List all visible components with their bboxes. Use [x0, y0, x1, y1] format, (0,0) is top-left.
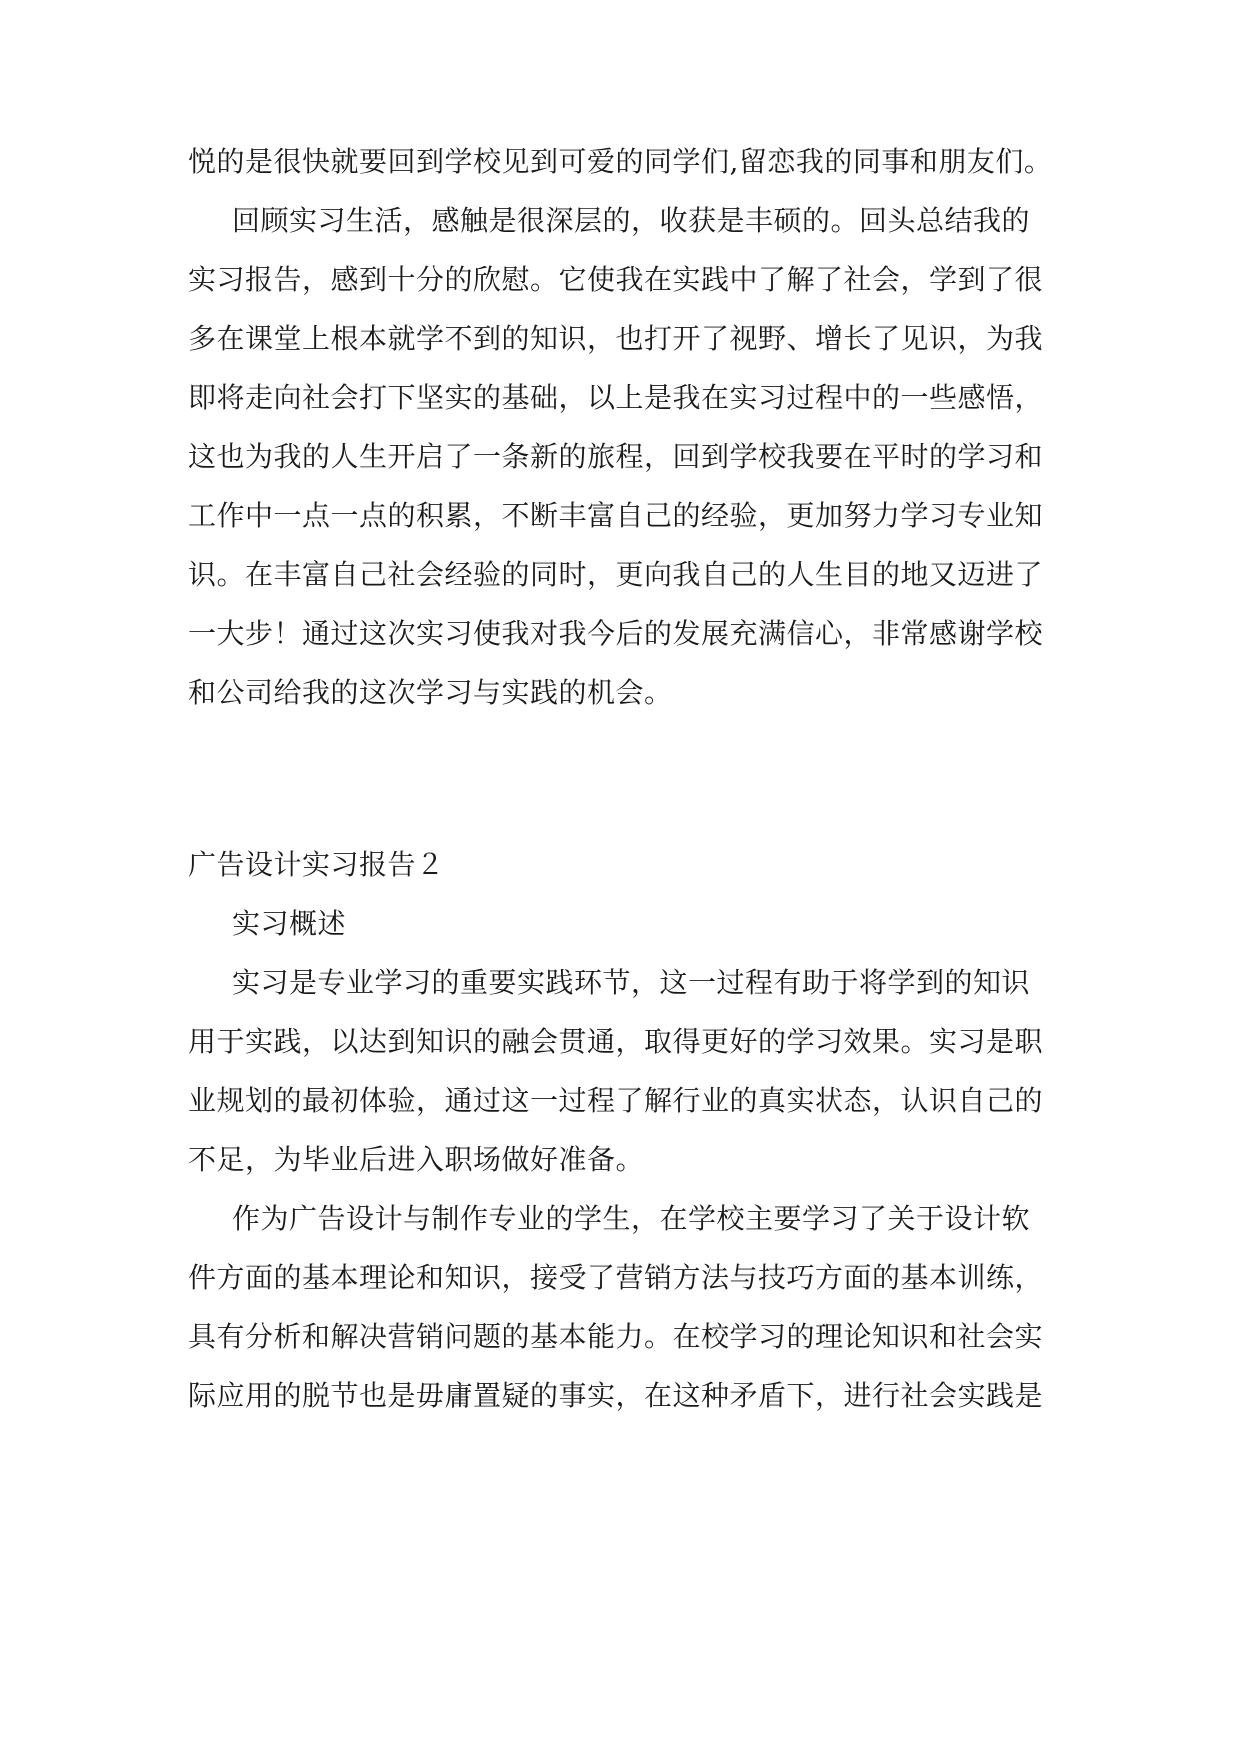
paragraph-line: 际应用的脱节也是毋庸置疑的事实，在这种矛盾下，进行社会实践是 — [188, 1379, 1044, 1412]
paragraph-line: 识。在丰富自己社会经验的同时，更向我自己的人生目的地又迈进了 — [188, 558, 1044, 591]
paragraph-line: 这也为我的人生开启了一条新的旅程，回到学校我要在平时的学习和 — [188, 440, 1044, 473]
section-subtitle: 实习概述 — [232, 907, 347, 940]
paragraph-line: 用于实践，以达到知识的融会贯通，取得更好的学习效果。实习是职 — [188, 1025, 1044, 1058]
paragraph-line: 和公司给我的这次学习与实践的机会。 — [188, 676, 673, 709]
paragraph-line: 作为广告设计与制作专业的学生，在学校主要学习了关于设计软 — [232, 1202, 1031, 1235]
paragraph-line: 具有分析和解决营销问题的基本能力。在校学习的理论知识和社会实 — [188, 1320, 1044, 1353]
paragraph-line: 不足，为毕业后进入职场做好准备。 — [188, 1143, 645, 1176]
paragraph-line: 即将走向社会打下坚实的基础，以上是我在实习过程中的一些感悟， — [188, 381, 1044, 414]
section-title: 广告设计实习报告２ — [188, 848, 445, 881]
paragraph-line: 工作中一点一点的积累，不断丰富自己的经验，更加努力学习专业知 — [188, 499, 1044, 532]
paragraph-line: 实习报告，感到十分的欣慰。它使我在实践中了解了社会，学到了很 — [188, 263, 1044, 296]
paragraph-line: 回顾实习生活，感触是很深层的，收获是丰硕的。回头总结我的 — [232, 204, 1031, 237]
paragraph-line: 一大步！通过这次实习使我对我今后的发展充满信心，非常感谢学校 — [188, 617, 1044, 650]
paragraph-line: 实习是专业学习的重要实践环节，这一过程有助于将学到的知识 — [232, 966, 1031, 999]
paragraph-line: 业规划的最初体验，通过这一过程了解行业的真实状态，认识自己的 — [188, 1084, 1044, 1117]
paragraph-line: 多在课堂上根本就学不到的知识，也打开了视野、增长了见识，为我 — [188, 322, 1044, 355]
paragraph-line: 件方面的基本理论和知识，接受了营销方法与技巧方面的基本训练， — [188, 1261, 1044, 1294]
paragraph-line: 悦的是很快就要回到学校见到可爱的同学们,留恋我的同事和朋友们。 — [188, 145, 1053, 178]
